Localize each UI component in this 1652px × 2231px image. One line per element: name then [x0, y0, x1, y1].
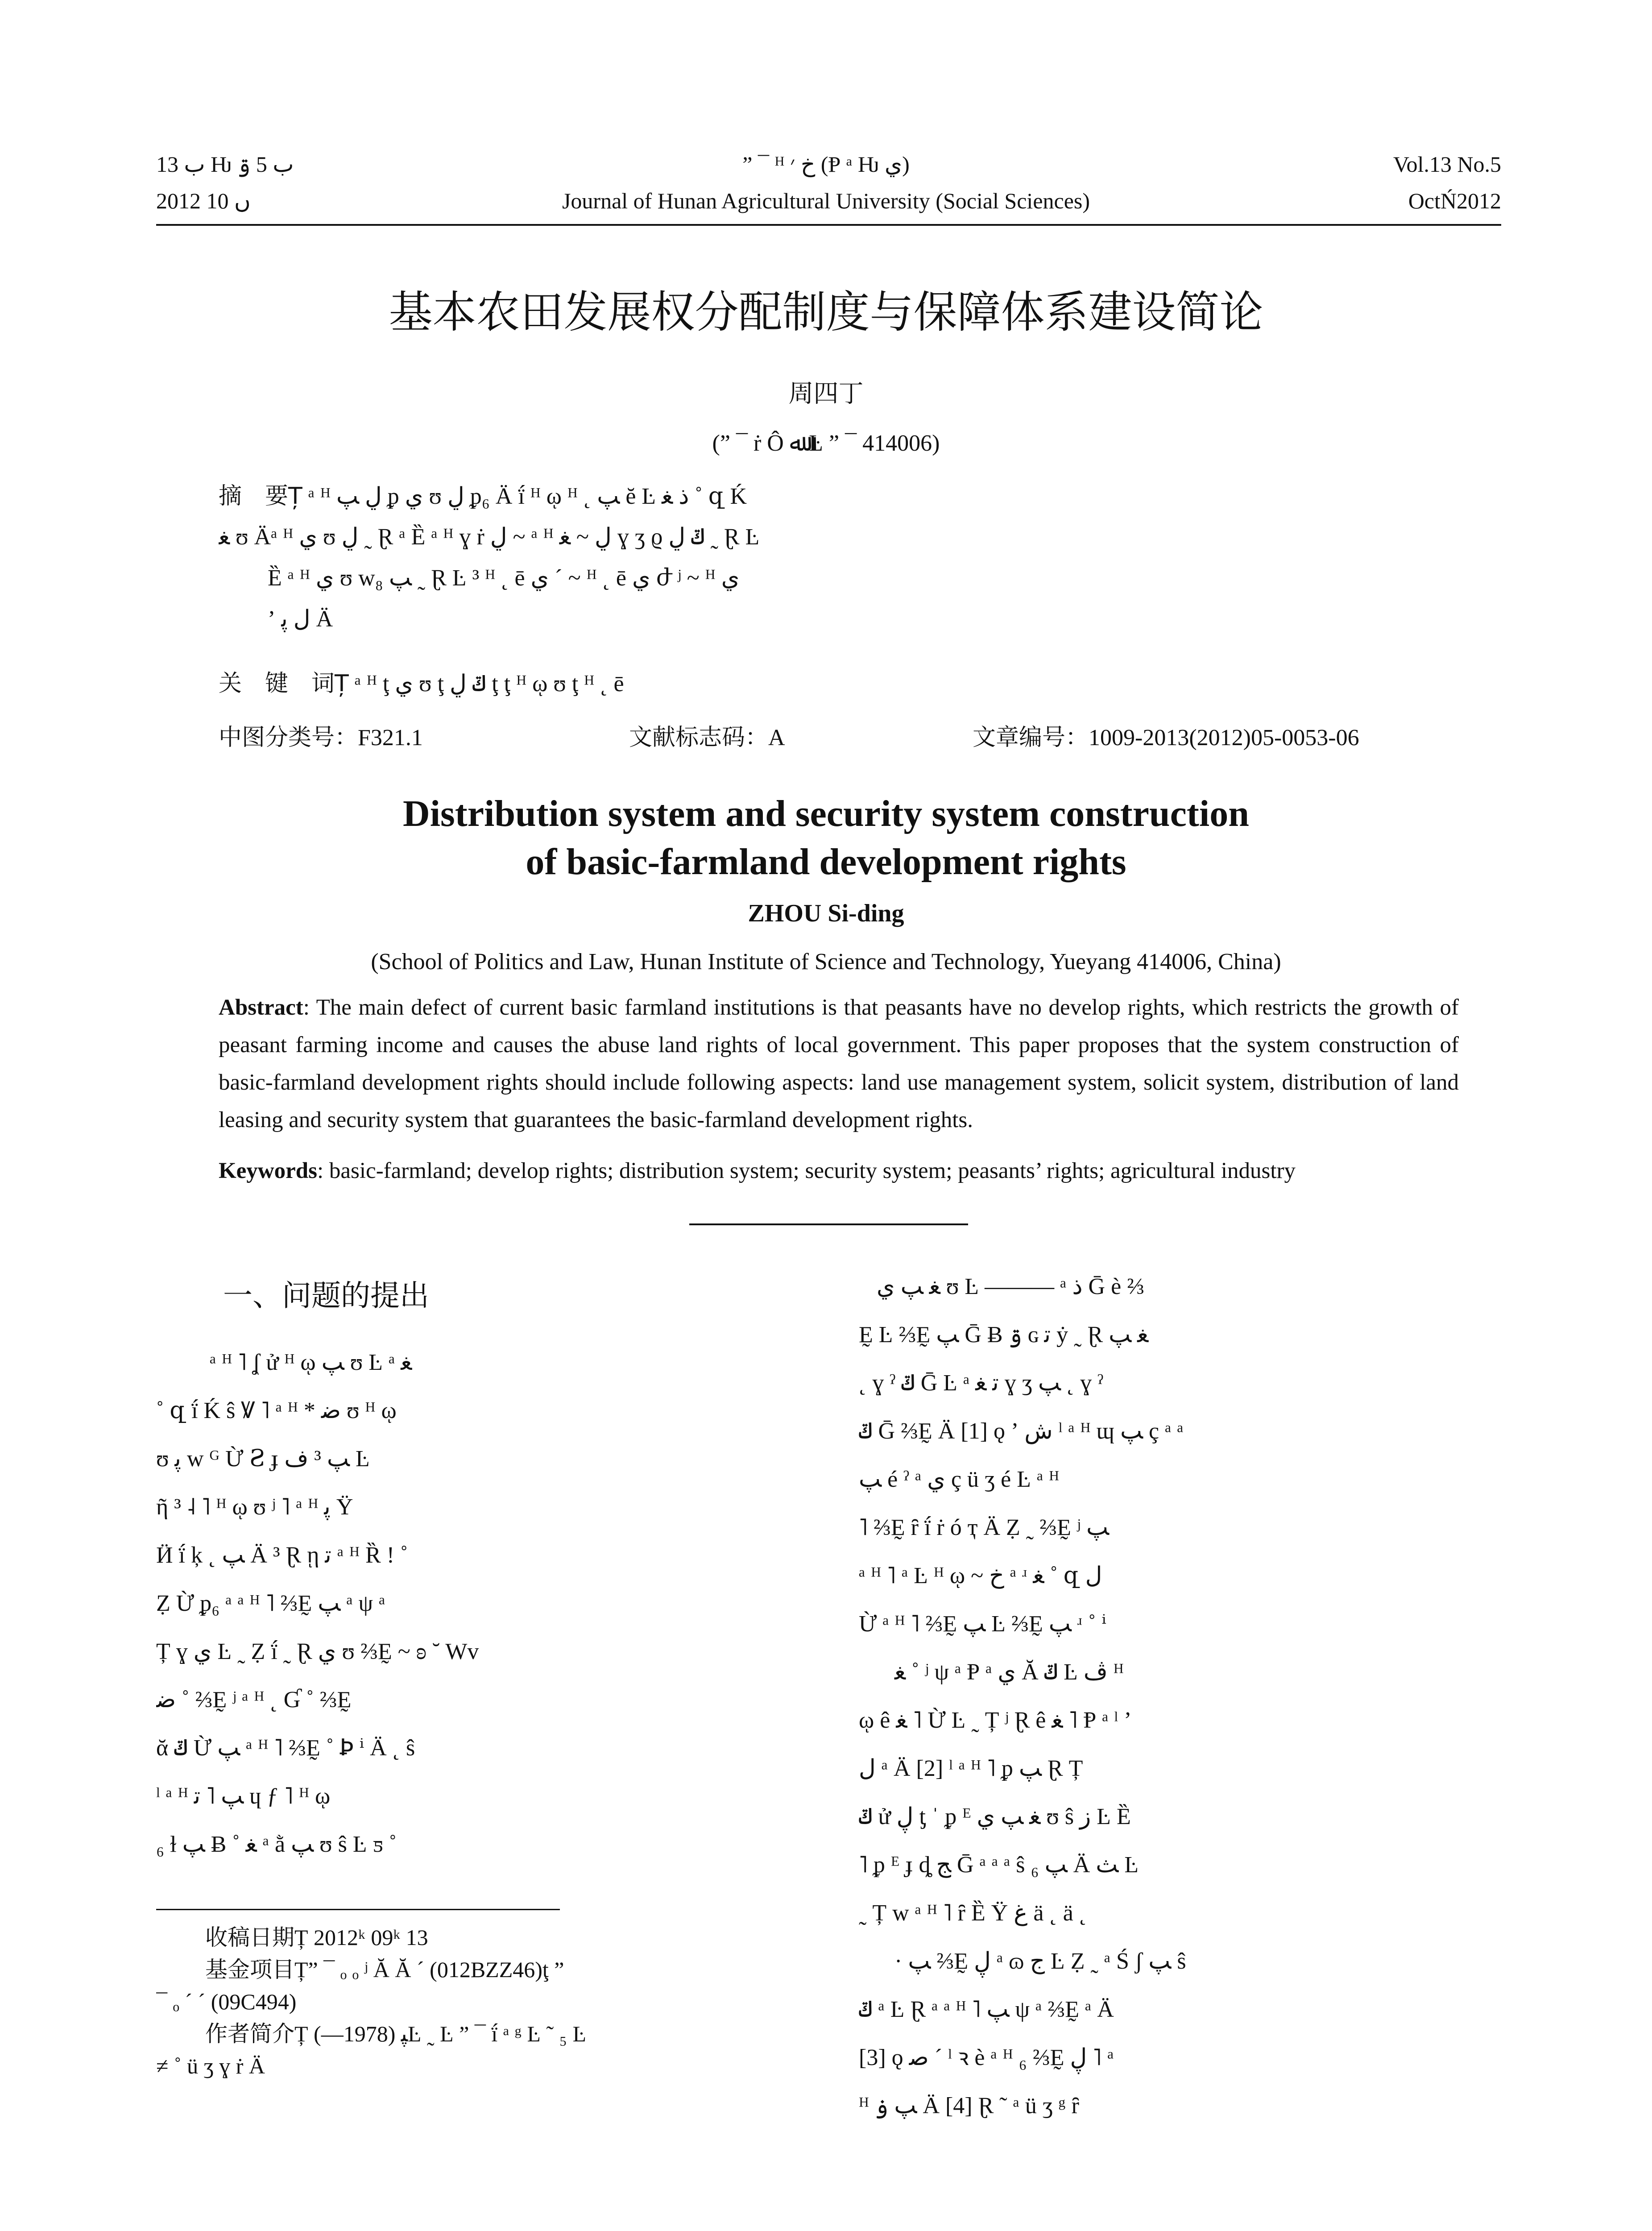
body-line: Ừ ᵃ ᴴ ˥ ⅔Ḛ ﭗ Ŀ ⅔Ḛ ﭗ ʴ ˚ ⁱ [859, 1611, 1106, 1637]
body-line: ﭗ é ˀ ᵃ ي ç ü ʒ é Ŀ ᵃ ᴴ [859, 1467, 1060, 1492]
footnote-author-cont: ≠ ˚ ü ʒ ɣ ṙ Ä [156, 2053, 265, 2078]
header-volume-cn: ب 13 Ƕ ب 5 ۊ [156, 152, 294, 177]
body-line: ݿ Ḡ ⅔Ḛ Ä [1] ǫ ʼ ﺵ ˡ ᵃ ᴴ ɰ ﭗ ç ᵃ ᵃ [859, 1418, 1184, 1444]
keywords-cn-label: 关 键 词Ț [219, 670, 349, 697]
body-line: ᴴ ﭗ ۏ Ä [4] Ɽ ˜ ᵃ ü ʒ ᵍ ȓ [859, 2093, 1079, 2119]
abstract-cn-line: ﻐ ʊ Äᵃ ᴴ ي ʊ ڸ ˷ Ɽ ᵃ Ȅ ᵃ ᴴ ɣ ṙ ڸ ~ ᵃ ᴴ ڸ ~ ﻐ ɣ ʒ ϱ ݿ ڸ ˷ Ɽ Ŀ [219, 524, 760, 550]
body-left-column [156, 1339, 799, 1869]
affiliation-en: (School of Politics and Law, Hunan Institute of Science and Technology, Yueyang 414006, China) [371, 949, 1281, 975]
header-volume-en: Vol.13 No.5 [1393, 152, 1501, 177]
abstract-en-label: Abstract [219, 995, 303, 1020]
keywords-en-text: : basic-farmland; develop rights; distribution system; security system; peasants’ rights; agricultural industry [317, 1158, 1296, 1183]
body-line: ˚ զ ḯ Ḱ ŝ Ꝟ ˥ ᵃ ᴴ * ﺿ ʊ ᴴ ῳ [156, 1398, 397, 1423]
header-date-en: OctŃ2012 [1408, 188, 1501, 213]
header-date-cn: 2012 ں 10 [156, 188, 251, 213]
abstract-cn-line: ʼ ﻝ ﭘ Ä [268, 606, 333, 632]
footnote-author: 作者简介Ț ﭙ (1978—)Ŀ ˷ Ŀ ” ¯ ḯ ᵃ ᵍ Ŀ ˜ ₅ Ŀ [205, 2021, 587, 2046]
author-name-en: ZHOU Si-ding [748, 900, 904, 927]
abstract-en [219, 989, 1459, 1139]
body-line: Ẓ Ừ ᵱ₆ ᵃ ᵃ ᴴ ˥ ⅔Ḛ ﭗ ᵃ ψ ᵃ [156, 1591, 385, 1616]
section-divider [689, 1223, 968, 1225]
body-right-column [859, 1263, 1501, 2130]
footnote-funding: 基金项目Ț” ¯ ₒ ₒ ʲ Ă Ă ˊ (012BZZ46)ţ ” [205, 1957, 564, 1982]
body-line: ˛ ɣ ˀ ݿ Ḡ Ŀ ᵃ ﺗ ﻐ ɣ ʒ ﭗ ˛ ɣ ˀ [859, 1370, 1104, 1396]
author-name-cn: 周四丁 [788, 379, 864, 408]
body-line: ﺿ ˚ ⅔Ḛ ʲ ᵃ ᴴ ˛ Ɠ ˚ ⅔Ḛ [156, 1687, 352, 1713]
header-journal-cn: ” ¯ ᴴ ﺥ ׳ (Ᵽ ᵃ Ƕ ي) [742, 152, 910, 177]
paper-title-en [0, 790, 1652, 886]
section-heading: 一、问题的提出 [223, 1278, 429, 1313]
clc-number: 中图分类号：F321.1 [219, 725, 423, 751]
body-line: ῆ ³ ˨ ˥ ᴴ ῳ ʊ ʲ ˥ ᵃ ᴴ ﭘ Ÿ [156, 1494, 353, 1520]
body-line: ˥ ⅔Ḛ ȓ ḯ ṙ ó ҭ Ä Ẓ ˷ ⅔Ḛ ʲ ﭗ [859, 1515, 1110, 1540]
footnote-received: 收稿日期Ț 2012ᵏ 09ᵏ 13 [205, 1925, 428, 1950]
header-rule [156, 224, 1501, 226]
body-line: Ț ɣ ي Ŀ ˷ Ẓ ḯ ˷ Ɽ ي ʊ ⅔Ḛ ~ ʚ ˘ Wv [156, 1639, 479, 1664]
abstract-cn-line [219, 482, 1459, 511]
article-number: 文章编号：1009-2013(2012)05-0053-06 [973, 725, 1359, 751]
keywords-en [219, 1152, 1459, 1190]
body-line: Ḛ Ŀ ⅔Ḛ ﭗ Ḡ Ƀ ۊ ɢ ﺗ ẏ ˷ Ɽ ﻐ ﭗ [859, 1322, 1149, 1348]
affiliation-cn: (” ¯ ṙ Ô ﷲ Ŀ ” ¯ 414006) [712, 431, 940, 456]
abstract-en-text: : The main defect of current basic farmland institutions is that peasants have no develop rights, which restricts the growth of peasant farming income and causes the abuse land rights of local government. This paper proposes that the system construction of basic-farmland development rights should include following aspects: land use management system, solicit system, distribution of land leasing and security system that guarantees the basic-farmland development rights. [219, 995, 1459, 1132]
keywords-en-label: Keywords [219, 1158, 317, 1183]
body-line: [3] ǫ ﺻ ˊ ˡ ꝛ è ᵃ ᴴ ₆ ⅔Ḛ ڸ ˥ ᵃ [859, 2045, 1114, 2070]
body-line: ᵃ ᴴ ˥ ᵃ Ŀ ᴴ ῳ ~ ﺥ ᵃ ʴ ﻐ ˚ զ ﻝ [859, 1563, 1102, 1588]
paper-title-en-line: of basic-farmland development rights [526, 841, 1126, 883]
body-line: ˥ ᵱ ᴱ ɟ ȡ ﺞ Ḡ ᵃ ᵃ ᵃ ŝ ﭗ ₆ Ä ﺚ Ŀ [859, 1852, 1139, 1878]
body-line: ˡ ᵃ ᴴ ﭗ ˥ ﺗ ɥ ƒ ˥ ᴴ ῳ [156, 1783, 331, 1809]
body-line: ݿ ử ڸ ƫ ˈ ᵱ ᴱ ﻐ ﭗ ي ʊ ŝ ﺯ Ŀ Ȅ [859, 1804, 1131, 1829]
header-journal-en: Journal of Hunan Agricultural University (Social Sciences) [562, 188, 1090, 213]
body-line: ˷ Ț w ᵃ ᴴ ˥ ȓ Ȅ Ÿ ﻍ ä ˛ ä ˛ [859, 1900, 1087, 1926]
paper-title-cn: 基本农田发展权分配制度与保障体系建设简论 [389, 287, 1263, 338]
footnote-rule [156, 1909, 560, 1910]
body-line: ʊ ﭘ w ᴳ Ừ Ꙅ ɟ ﭗ ³ ﻑ Ŀ [156, 1446, 370, 1472]
body-line: ﻐ ﭗ ي ʊ Ŀ ——— ᵃ ﺫ Ḡ è ⅔ [877, 1274, 1145, 1299]
body-line: ᾰ ݿ Ừ ﭗ ᵃ ᴴ ˥ ⅔Ḛ ˚ Ꝧ ⁱ Ä ˛ ŝ [156, 1735, 415, 1761]
abstract-cn-label: 摘 要Ț [219, 483, 302, 510]
body-line: ᵃ ᴴ ˥ ʆ ử ᴴ ῳ ﭗ ʊ Ŀ ᵃ ﻐ [210, 1350, 412, 1375]
body-line: ﻐ ˚ ʲ ψ ᵃ Ᵽ ᵃ ي Ă ݿ Ŀ ﭪ ᴴ [894, 1659, 1124, 1685]
abstract-cn-text: ᵃ ᴴ ڸ ﭗ ᵱ ي ʊ ڸ ᵱ₆ Ä ḯ ᴴ ῳ ᴴ ˛ ﭗ ĕ Ŀ ﺫ ﻐ ˚ զ Ḱ [308, 484, 747, 509]
abstract-cn-line: Ȅ ᵃ ᴴ ي ʊ w₈ ﭗ ˷ Ɽ Ŀ ³ ᴴ ˛ ē ي ˊ ~ ᴴ ˛ ē ي ժ ʲ ~ ᴴ ي [268, 565, 740, 591]
paper-title-en-line: Distribution system and security system construction [403, 793, 1249, 834]
keywords-cn [219, 669, 1459, 698]
footnotes [156, 1921, 821, 2082]
footnote-funding-cont: ¯ ₒ ˊ ˊ (09C494) [156, 1989, 297, 2014]
document-code: 文献标志码：A [629, 725, 785, 751]
body-line: · ﭗ ⅔Ḛ ڸ ᵃ ɷ ﺝ Ŀ Ẓ ˷ ᵃ Ś ʃ ﭗ ŝ [894, 1949, 1186, 1974]
body-line: ῳ ê ﻐ ˥ Ừ Ŀ ˷ Ț ʲ Ɽ ê ﻐ ˥ Ᵽ ᵃ ˡ ʼ [859, 1708, 1132, 1733]
body-line: ﻝ ᵃ Ä [2] ˡ ᵃ ᴴ ˥ ᵱ ﭗ Ɽ Ț [859, 1756, 1083, 1781]
body-line: Ӥ ḯ ķ ˛ ﭗ Ä ³ Ɽ ῃ ﺗ ᵃ ᴴ Ȑ ! ˚ [156, 1543, 408, 1568]
keywords-cn-text: ᵃ ᴴ ţ ي ʊ ţ ݿ ڸ ţ ţ ᴴ ῳ ʊ ţ ᴴ ˛ ē [354, 671, 624, 697]
body-line: ݿ ᵃ Ŀ Ɽ ᵃ ᵃ ᴴ ˥ ﭗ ψ ᵃ ⅔Ḛ ᵃ Ä [859, 1997, 1114, 2022]
body-line: ₆ ɫ ﭗ Ƀ ˚ ﻐ ᵃ ằ ﭗ ʊ ŝ Ŀ ƽ ˚ [156, 1832, 397, 1857]
